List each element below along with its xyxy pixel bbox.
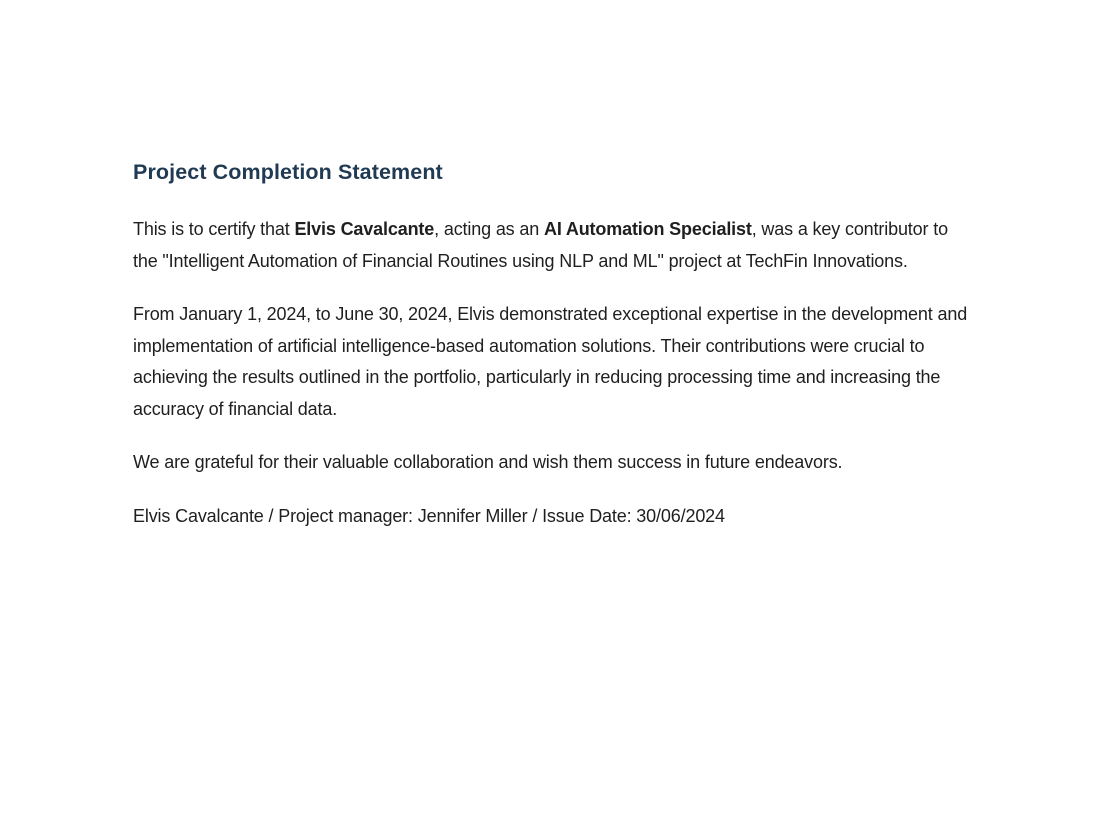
signature-line: Elvis Cavalcante / Project manager: Jennifer Miller / Issue Date: 30/06/2024 [133, 505, 725, 526]
certify-paragraph [133, 214, 971, 277]
gratitude-paragraph: We are grateful for their valuable collaboration and wish them success in future endeavors. [133, 452, 843, 472]
person-name: Elvis Cavalcante [294, 219, 435, 239]
certify-text-intro: This is to certify that [133, 219, 295, 239]
period-paragraph: From January 1, 2024, to June 30, 2024, Elvis demonstrated exceptional expertise in the development and implementation of artificial intelligence-based automation solutions. Their contributions were crucial to achieving the results outlined in the portfolio, particularly in reducing processing time and increasing the accuracy of financial data. [133, 304, 968, 419]
certify-text-end: , was a key contributor to the "Intelligent Automation of Financial Routines using NLP and ML" project at TechFin Innovations. [133, 219, 948, 271]
document-title: Project Completion Statement [133, 160, 443, 184]
certify-text-middle: , acting as an [434, 219, 544, 239]
statement-content [133, 160, 971, 554]
role-name: AI Automation Specialist [543, 219, 752, 239]
